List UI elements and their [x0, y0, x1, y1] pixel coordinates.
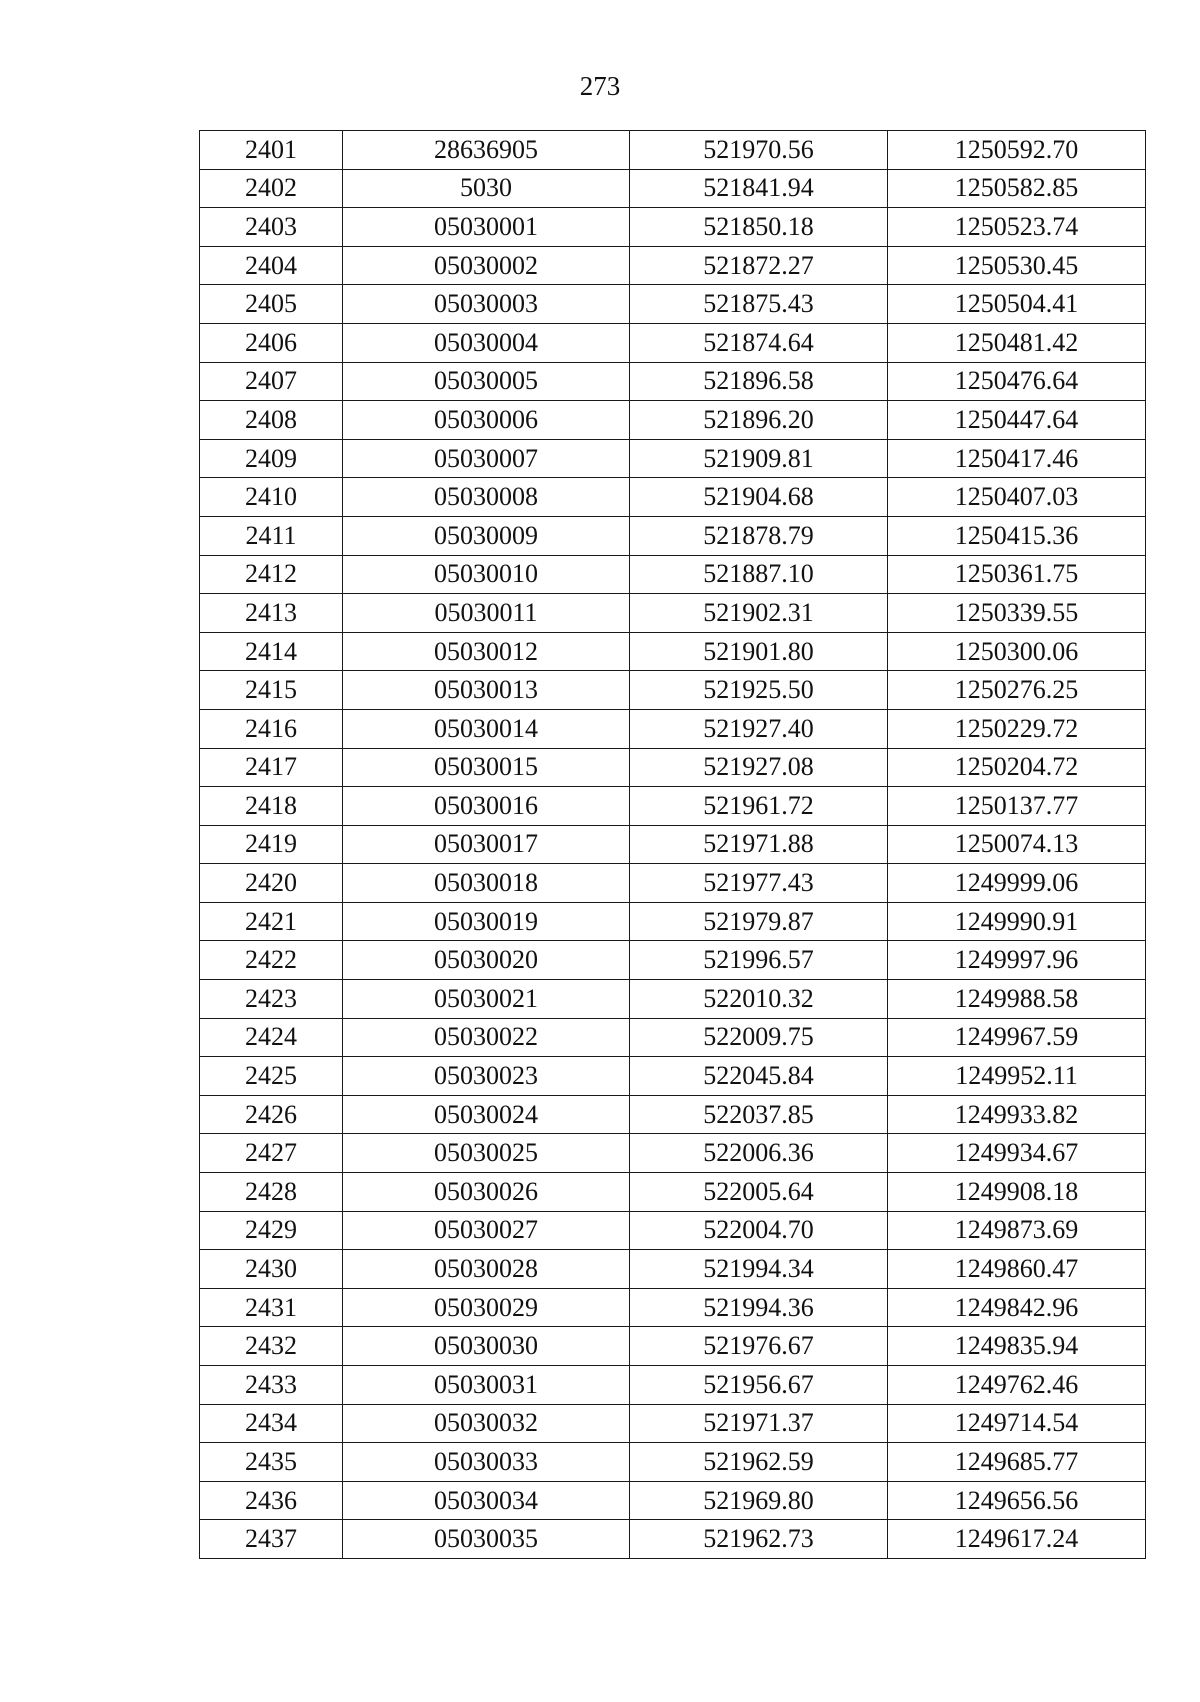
code-cell: 05030017 [343, 825, 630, 864]
point-number-cell: 2408 [200, 401, 343, 440]
point-number-cell: 2417 [200, 748, 343, 787]
point-number-cell: 2436 [200, 1481, 343, 1520]
code-cell: 05030024 [343, 1095, 630, 1134]
table-row [200, 1018, 1146, 1057]
x-coordinate-cell: 522010.32 [630, 980, 888, 1019]
x-coordinate-cell: 521961.72 [630, 787, 888, 826]
point-number-cell: 2404 [200, 246, 343, 285]
code-cell: 05030023 [343, 1057, 630, 1096]
y-coordinate-cell: 1249967.59 [888, 1018, 1146, 1057]
y-coordinate-cell: 1250504.41 [888, 285, 1146, 324]
y-coordinate-cell: 1250447.64 [888, 401, 1146, 440]
x-coordinate-cell: 521979.87 [630, 902, 888, 941]
point-number-cell: 2426 [200, 1095, 343, 1134]
point-number-cell: 2419 [200, 825, 343, 864]
y-coordinate-cell: 1249656.56 [888, 1481, 1146, 1520]
y-coordinate-cell: 1250582.85 [888, 169, 1146, 208]
table-row [200, 825, 1146, 864]
x-coordinate-cell: 521962.73 [630, 1520, 888, 1559]
point-number-cell: 2413 [200, 594, 343, 633]
point-number-cell: 2405 [200, 285, 343, 324]
point-number-cell: 2420 [200, 864, 343, 903]
x-coordinate-cell: 521887.10 [630, 555, 888, 594]
x-coordinate-cell: 521850.18 [630, 208, 888, 247]
x-coordinate-cell: 522045.84 [630, 1057, 888, 1096]
x-coordinate-cell: 521925.50 [630, 671, 888, 710]
x-coordinate-cell: 521841.94 [630, 169, 888, 208]
x-coordinate-cell: 522009.75 [630, 1018, 888, 1057]
point-number-cell: 2412 [200, 555, 343, 594]
table-row [200, 632, 1146, 671]
code-cell: 05030013 [343, 671, 630, 710]
table-row [200, 401, 1146, 440]
x-coordinate-cell: 521971.88 [630, 825, 888, 864]
code-cell: 05030014 [343, 709, 630, 748]
table-row [200, 941, 1146, 980]
x-coordinate-cell: 521878.79 [630, 516, 888, 555]
y-coordinate-cell: 1249685.77 [888, 1443, 1146, 1482]
table-row [200, 1173, 1146, 1212]
x-coordinate-cell: 521909.81 [630, 439, 888, 478]
y-coordinate-cell: 1249873.69 [888, 1211, 1146, 1250]
code-cell: 5030 [343, 169, 630, 208]
x-coordinate-cell: 521896.58 [630, 362, 888, 401]
point-number-cell: 2411 [200, 516, 343, 555]
x-coordinate-cell: 521901.80 [630, 632, 888, 671]
y-coordinate-cell: 1250523.74 [888, 208, 1146, 247]
code-cell: 05030027 [343, 1211, 630, 1250]
x-coordinate-cell: 521902.31 [630, 594, 888, 633]
y-coordinate-cell: 1250530.45 [888, 246, 1146, 285]
point-number-cell: 2431 [200, 1288, 343, 1327]
y-coordinate-cell: 1250137.77 [888, 787, 1146, 826]
point-number-cell: 2424 [200, 1018, 343, 1057]
code-cell: 05030031 [343, 1366, 630, 1405]
code-cell: 05030012 [343, 632, 630, 671]
x-coordinate-cell: 522005.64 [630, 1173, 888, 1212]
y-coordinate-cell: 1250407.03 [888, 478, 1146, 517]
code-cell: 05030018 [343, 864, 630, 903]
x-coordinate-cell: 522004.70 [630, 1211, 888, 1250]
table-row [200, 362, 1146, 401]
x-coordinate-cell: 521970.56 [630, 131, 888, 170]
code-cell: 05030021 [343, 980, 630, 1019]
point-number-cell: 2435 [200, 1443, 343, 1482]
table-row [200, 709, 1146, 748]
code-cell: 05030001 [343, 208, 630, 247]
point-number-cell: 2425 [200, 1057, 343, 1096]
table-row [200, 439, 1146, 478]
code-cell: 05030007 [343, 439, 630, 478]
table-row [200, 323, 1146, 362]
point-number-cell: 2421 [200, 902, 343, 941]
code-cell: 05030020 [343, 941, 630, 980]
table-row [200, 671, 1146, 710]
table-row [200, 787, 1146, 826]
table-row [200, 1481, 1146, 1520]
x-coordinate-cell: 521875.43 [630, 285, 888, 324]
code-cell: 05030028 [343, 1250, 630, 1289]
table-row [200, 1134, 1146, 1173]
table-row [200, 1211, 1146, 1250]
y-coordinate-cell: 1250476.64 [888, 362, 1146, 401]
y-coordinate-cell: 1249762.46 [888, 1366, 1146, 1405]
point-number-cell: 2410 [200, 478, 343, 517]
code-cell: 05030026 [343, 1173, 630, 1212]
point-number-cell: 2423 [200, 980, 343, 1019]
table-row [200, 169, 1146, 208]
table-row [200, 1520, 1146, 1559]
point-number-cell: 2407 [200, 362, 343, 401]
table-row [200, 1366, 1146, 1405]
table-body [200, 131, 1146, 1559]
code-cell: 05030002 [343, 246, 630, 285]
y-coordinate-cell: 1250415.36 [888, 516, 1146, 555]
y-coordinate-cell: 1250229.72 [888, 709, 1146, 748]
code-cell: 05030008 [343, 478, 630, 517]
y-coordinate-cell: 1250276.25 [888, 671, 1146, 710]
table-row [200, 285, 1146, 324]
table-row [200, 1095, 1146, 1134]
code-cell: 05030009 [343, 516, 630, 555]
point-number-cell: 2422 [200, 941, 343, 980]
y-coordinate-cell: 1250074.13 [888, 825, 1146, 864]
point-number-cell: 2403 [200, 208, 343, 247]
x-coordinate-cell: 521927.08 [630, 748, 888, 787]
x-coordinate-cell: 521976.67 [630, 1327, 888, 1366]
y-coordinate-cell: 1250339.55 [888, 594, 1146, 633]
point-number-cell: 2429 [200, 1211, 343, 1250]
y-coordinate-cell: 1249835.94 [888, 1327, 1146, 1366]
x-coordinate-cell: 521962.59 [630, 1443, 888, 1482]
table-row [200, 1443, 1146, 1482]
point-number-cell: 2427 [200, 1134, 343, 1173]
table-row [200, 208, 1146, 247]
table-row [200, 902, 1146, 941]
table-row [200, 748, 1146, 787]
table-row [200, 246, 1146, 285]
y-coordinate-cell: 1249617.24 [888, 1520, 1146, 1559]
code-cell: 05030015 [343, 748, 630, 787]
table-row [200, 131, 1146, 170]
y-coordinate-cell: 1249714.54 [888, 1404, 1146, 1443]
code-cell: 05030004 [343, 323, 630, 362]
x-coordinate-cell: 522037.85 [630, 1095, 888, 1134]
code-cell: 05030025 [343, 1134, 630, 1173]
point-number-cell: 2416 [200, 709, 343, 748]
point-number-cell: 2406 [200, 323, 343, 362]
point-number-cell: 2402 [200, 169, 343, 208]
y-coordinate-cell: 1249952.11 [888, 1057, 1146, 1096]
point-number-cell: 2430 [200, 1250, 343, 1289]
table-row [200, 478, 1146, 517]
x-coordinate-cell: 521977.43 [630, 864, 888, 903]
y-coordinate-cell: 1249908.18 [888, 1173, 1146, 1212]
table-row [200, 1404, 1146, 1443]
table-row [200, 1288, 1146, 1327]
y-coordinate-cell: 1250417.46 [888, 439, 1146, 478]
table-row [200, 516, 1146, 555]
x-coordinate-cell: 521927.40 [630, 709, 888, 748]
y-coordinate-cell: 1250300.06 [888, 632, 1146, 671]
x-coordinate-cell: 521956.67 [630, 1366, 888, 1405]
table-row [200, 1327, 1146, 1366]
code-cell: 05030011 [343, 594, 630, 633]
y-coordinate-cell: 1249990.91 [888, 902, 1146, 941]
code-cell: 05030022 [343, 1018, 630, 1057]
code-cell: 05030003 [343, 285, 630, 324]
x-coordinate-cell: 522006.36 [630, 1134, 888, 1173]
point-number-cell: 2415 [200, 671, 343, 710]
point-number-cell: 2437 [200, 1520, 343, 1559]
x-coordinate-cell: 521969.80 [630, 1481, 888, 1520]
table-row [200, 980, 1146, 1019]
point-number-cell: 2432 [200, 1327, 343, 1366]
table-row [200, 864, 1146, 903]
x-coordinate-cell: 521896.20 [630, 401, 888, 440]
code-cell: 05030034 [343, 1481, 630, 1520]
point-number-cell: 2409 [200, 439, 343, 478]
point-number-cell: 2418 [200, 787, 343, 826]
point-number-cell: 2428 [200, 1173, 343, 1212]
coordinates-table [199, 130, 1146, 1559]
x-coordinate-cell: 521994.34 [630, 1250, 888, 1289]
y-coordinate-cell: 1250592.70 [888, 131, 1146, 170]
x-coordinate-cell: 521904.68 [630, 478, 888, 517]
y-coordinate-cell: 1250204.72 [888, 748, 1146, 787]
y-coordinate-cell: 1249934.67 [888, 1134, 1146, 1173]
table-row [200, 1250, 1146, 1289]
code-cell: 05030030 [343, 1327, 630, 1366]
y-coordinate-cell: 1249997.96 [888, 941, 1146, 980]
x-coordinate-cell: 521996.57 [630, 941, 888, 980]
y-coordinate-cell: 1249842.96 [888, 1288, 1146, 1327]
point-number-cell: 2414 [200, 632, 343, 671]
code-cell: 05030035 [343, 1520, 630, 1559]
code-cell: 05030006 [343, 401, 630, 440]
x-coordinate-cell: 521994.36 [630, 1288, 888, 1327]
x-coordinate-cell: 521971.37 [630, 1404, 888, 1443]
x-coordinate-cell: 521874.64 [630, 323, 888, 362]
code-cell: 05030032 [343, 1404, 630, 1443]
code-cell: 05030033 [343, 1443, 630, 1482]
code-cell: 05030029 [343, 1288, 630, 1327]
y-coordinate-cell: 1249933.82 [888, 1095, 1146, 1134]
table-row [200, 555, 1146, 594]
point-number-cell: 2401 [200, 131, 343, 170]
page-number: 273 [579, 71, 621, 101]
x-coordinate-cell: 521872.27 [630, 246, 888, 285]
y-coordinate-cell: 1249999.06 [888, 864, 1146, 903]
code-cell: 05030016 [343, 787, 630, 826]
point-number-cell: 2433 [200, 1366, 343, 1405]
y-coordinate-cell: 1249988.58 [888, 980, 1146, 1019]
y-coordinate-cell: 1249860.47 [888, 1250, 1146, 1289]
y-coordinate-cell: 1250361.75 [888, 555, 1146, 594]
table-row [200, 594, 1146, 633]
point-number-cell: 2434 [200, 1404, 343, 1443]
code-cell: 05030005 [343, 362, 630, 401]
code-cell: 05030019 [343, 902, 630, 941]
code-cell: 05030010 [343, 555, 630, 594]
table-row [200, 1057, 1146, 1096]
code-cell: 28636905 [343, 131, 630, 170]
y-coordinate-cell: 1250481.42 [888, 323, 1146, 362]
